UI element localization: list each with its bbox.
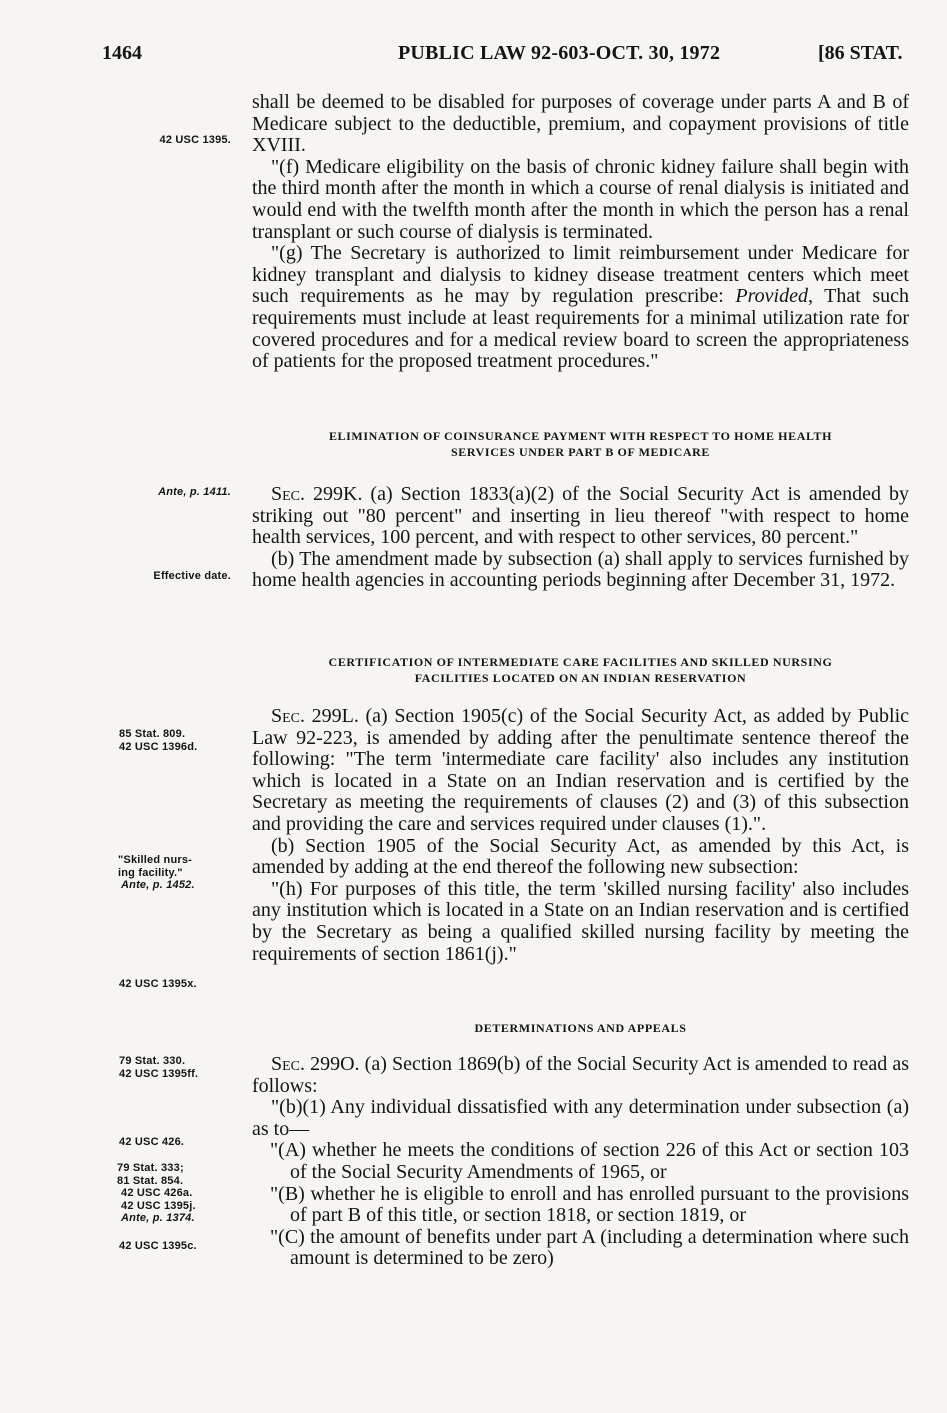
margin-note: 79 Stat. 330. 42 USC 1395ff. — [119, 1055, 199, 1080]
margin-note: 85 Stat. 809. 42 USC 1396d. — [119, 728, 198, 753]
margin-note: 42 USC 1395x. — [119, 978, 197, 990]
paragraph: "(f) Medicare eligibility on the basis of chronic kidney failure shall begin with the third month after the month in which a course of renal dialysis is initiated and would end with the twelfth month after the month in which the person has a renal transplant or such course of dialysis is terminated. — [252, 155, 909, 243]
paragraph: "(h) For purposes of this title, the term 'skilled nursing facility' also includes any institution which is located in a State on an Indian reservation and is certified by the Secretary as being a qualified skilled nursing facility by meeting the requirements of section 1861(j)." — [252, 877, 909, 965]
paragraph: "(g) The Secretary is authorized to limit reimbursement under Medicare for kidney transplant and dialysis to kidney disease treatment centers which meet such requirements as he may by regulation prescribe: Provided, That such requirements must include at least requirements for a minimal utilization rate for covered procedures and for a medical review board to screen the appropriateness of patients for the proposed treatment procedures." — [252, 242, 910, 373]
paragraph: (b) The amendment made by subsection (a) shall apply to services furnished by home health agencies in accounting periods beginning after December 31, 1972. — [252, 547, 909, 592]
paragraph: "(b)(1) Any individual dissatisfied with any determination under subsection (a) as to— — [252, 1096, 909, 1140]
margin-note: 79 Stat. 333; 81 Stat. 854. 42 USC 426a. 42 USC 1395j. Ante, p. 1374. — [117, 1162, 196, 1224]
section-heading: CERTIFICATION OF INTERMEDIATE CARE FACILITIES AND SKILLED NURSING FACILITIES LOCATED ON AN INDIAN RESERVATION — [328, 655, 833, 685]
margin-note: 42 USC 426. — [119, 1136, 185, 1148]
paragraph: Sec. 299O. (a) Section 1869(b) of the Social Security Act is amended to read as follows: — [252, 1053, 909, 1097]
margin-note: "Skilled nurs- ing facility." Ante, p. 1452. — [118, 854, 195, 891]
paragraph: (b) Section 1905 of the Social Security Act, as amended by this Act, is amended by adding at the end thereof the following new subsection: — [252, 834, 909, 879]
paragraph: shall be deemed to be disabled for purposes of coverage under parts A and B of Medicare subject to the deductible, premium, and copayment provisions of title XVIII. — [252, 91, 909, 157]
margin-note: 42 USC 1395c. — [119, 1240, 197, 1252]
section-heading: DETERMINATIONS AND APPEALS — [474, 1021, 687, 1035]
body-text-block — [252, 92, 909, 373]
body-text-block — [252, 1054, 909, 1270]
statute-reference: [86 STAT. — [818, 42, 903, 64]
paragraph: "(C) the amount of benefits under part A (including a determination where such amount is determined to be zero) — [270, 1225, 909, 1270]
body-text-block — [252, 484, 909, 592]
paragraph: "(B) whether he is eligible to enroll and has enrolled pursuant to the provisions of part B of this title, or section 1818, or section 1819, or — [270, 1182, 909, 1227]
margin-note: Ante, p. 1411. — [158, 486, 231, 498]
margin-note: Effective date. — [153, 570, 231, 582]
margin-note: 42 USC 1395. — [159, 134, 231, 146]
page-number: 1464 — [102, 42, 142, 64]
running-title: PUBLIC LAW 92-603-OCT. 30, 1972 — [398, 42, 721, 64]
paragraph: "(A) whether he meets the conditions of section 226 of this Act or section 103 of the Social Security Amendments of 1965, or — [270, 1139, 909, 1183]
paragraph: Sec. 299K. (a) Section 1833(a)(2) of the Social Security Act is amended by striking out "80 percent" and inserting in lieu thereof "with respect to home health services, 100 percent, and with respect to other services, 80 percent." — [252, 483, 909, 549]
page-header — [0, 42, 947, 76]
paragraph: Sec. 299L. (a) Section 1905(c) of the Social Security Act, as added by Public Law 92-223, is amended by adding after the penultimate sentence thereof the following: "The term 'intermediate care facility' also includes any institution which is located in a State on an Indian reservation and is certified by the Secretary as meeting the requirements of clauses (2) and (3) of this subsection and providing the care and services required under clauses (1).". — [252, 705, 909, 835]
body-text-block — [252, 706, 909, 965]
section-heading: ELIMINATION OF COINSURANCE PAYMENT WITH RESPECT TO HOME HEALTH SERVICES UNDER PART B OF MEDICARE — [328, 429, 833, 459]
